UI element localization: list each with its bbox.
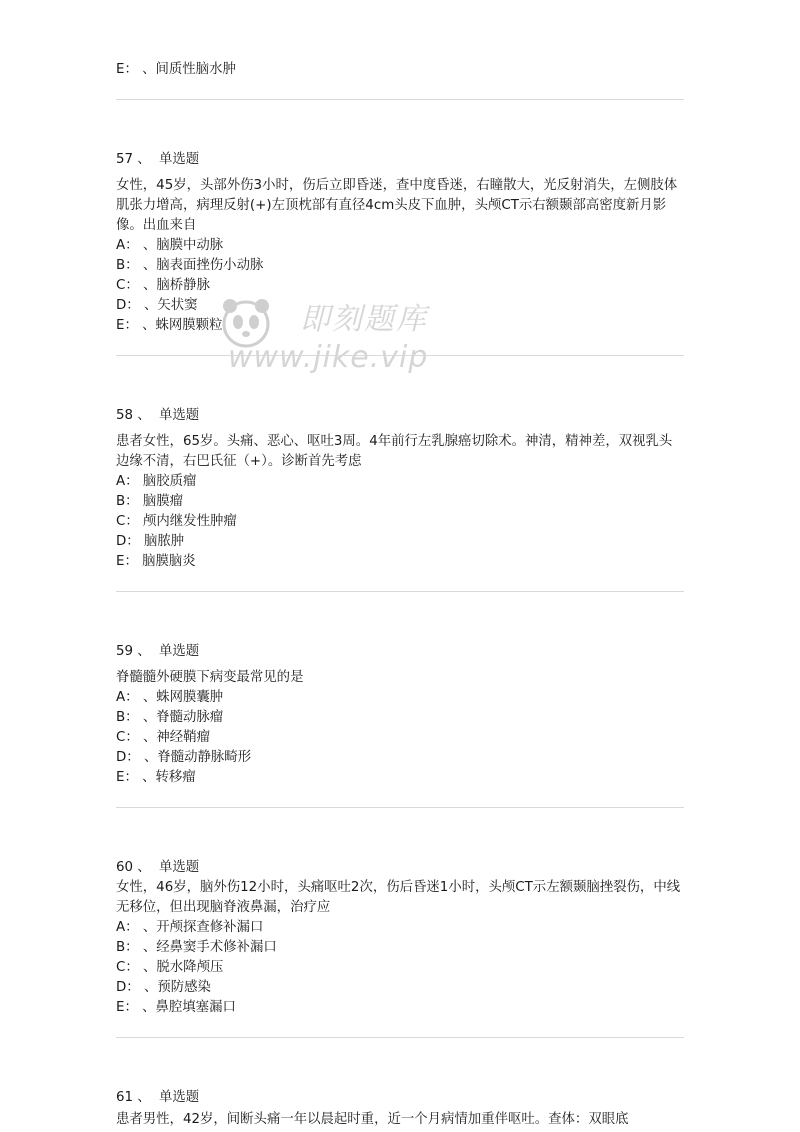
question-59 — [116, 642, 684, 808]
option-d[interactable] — [116, 748, 684, 768]
question-60 — [116, 858, 684, 1038]
option-text: 、脊髓动静脉畸形 — [143, 750, 252, 765]
divider — [116, 1037, 684, 1038]
question-number: 58 、 — [116, 408, 151, 423]
question-type: 单选题 — [158, 860, 200, 875]
option-a[interactable] — [116, 688, 684, 708]
question-number: 60 、 — [116, 860, 151, 875]
option-list — [116, 472, 684, 572]
option-b[interactable] — [116, 492, 684, 512]
option-text: 、间质性脑水肿 — [142, 62, 236, 77]
question-57 — [116, 150, 684, 356]
option-a[interactable] — [116, 236, 684, 256]
question-58 — [116, 406, 684, 592]
option-text: 脑膜脑炎 — [142, 554, 196, 569]
option-text: 脑脓肿 — [143, 534, 185, 549]
option-label: C： — [116, 278, 139, 293]
question-stem: 女性，45岁，头部外伤3小时，伤后立即昏迷，查中度昏迷，右瞳散大，光反射消失，左侧肢体肌张力增高，病理反射(+)左顶枕部有直径4cm头皮下血肿，头颅CT示右额颞部高密度新月影像。出血来自 — [116, 178, 678, 233]
option-text: 、蛛网膜颗粒 — [142, 318, 223, 333]
option-e[interactable] — [116, 552, 684, 572]
watermark-url: www.jike.vip — [228, 340, 429, 375]
option-label: B： — [116, 710, 139, 725]
option-label: B： — [116, 940, 139, 955]
option-text: 、脊髓动脉瘤 — [142, 710, 224, 725]
option-c[interactable] — [116, 958, 684, 978]
question-number: 59 、 — [116, 644, 151, 659]
watermark-brand: 即刻题库 — [300, 302, 428, 337]
option-text: 、神经鞘瘤 — [143, 730, 210, 745]
divider — [116, 591, 684, 592]
option-label: C： — [116, 514, 139, 529]
option-e[interactable] — [116, 316, 684, 336]
option-label: C： — [116, 730, 139, 745]
option-text: 、开颅探查修补漏口 — [142, 920, 264, 935]
option-label: E： — [116, 1000, 138, 1015]
option-b[interactable] — [116, 256, 684, 276]
question-header — [116, 858, 684, 878]
question-stem: 患者女性，65岁。头痛、恶心、呕吐3周。4年前行左乳腺癌切除术。神清，精神差，双视乳头边缘不清，右巴氏征（+）。诊断首先考虑 — [116, 434, 673, 469]
option-text: 、经鼻窦手术修补漏口 — [142, 940, 277, 955]
question-header — [116, 150, 684, 170]
option-a[interactable] — [116, 472, 684, 492]
option-text: 、矢状窦 — [143, 298, 198, 313]
question-stem: 患者男性，42岁，间断头痛一年以晨起时重，近一个月病情加重伴呕吐。查体：双眼底 — [116, 1112, 629, 1127]
option-label: D： — [116, 980, 140, 995]
option-label: D： — [116, 750, 140, 765]
option-label: E： — [116, 554, 138, 569]
option-c[interactable] — [116, 276, 684, 296]
option-label: B： — [116, 258, 139, 273]
option-list — [116, 688, 684, 788]
option-list — [116, 236, 684, 336]
option-d[interactable] — [116, 296, 684, 316]
option-e[interactable] — [116, 998, 684, 1018]
option-label: E： — [116, 318, 138, 333]
option-text: 、脑表面挫伤小动脉 — [142, 258, 264, 273]
option-label: A： — [116, 690, 139, 705]
option-text: 脑胶质瘤 — [142, 474, 197, 489]
option-label: D： — [116, 298, 140, 313]
option-label: A： — [116, 238, 139, 253]
question-type: 单选题 — [158, 644, 200, 659]
option-text: 颅内继发性肿瘤 — [143, 514, 237, 529]
divider — [116, 355, 684, 356]
option-label: B： — [116, 494, 139, 509]
document-page — [116, 60, 684, 1130]
option-c[interactable] — [116, 512, 684, 532]
option-text: 、脑桥静脉 — [143, 278, 210, 293]
question-stem: 女性，46岁，脑外伤12小时，头痛呕吐2次，伤后昏迷1小时，头颅CT示左额颞脑挫裂伤，中线无移位，但出现脑脊液鼻漏，治疗应 — [116, 880, 681, 915]
question-header — [116, 642, 684, 662]
question-header — [116, 406, 684, 426]
option-label: A： — [116, 920, 139, 935]
option-label: A： — [116, 474, 139, 489]
question-number: 61 、 — [116, 1090, 151, 1105]
question-type: 单选题 — [158, 1090, 200, 1105]
question-61 — [116, 1088, 684, 1130]
option-b[interactable] — [116, 938, 684, 958]
option-text: 、脑膜中动脉 — [142, 238, 224, 253]
option-b[interactable] — [116, 708, 684, 728]
option-a[interactable] — [116, 918, 684, 938]
question-type: 单选题 — [158, 152, 200, 167]
option-text: 脑膜瘤 — [142, 494, 184, 509]
option-d[interactable] — [116, 532, 684, 552]
question-number: 57 、 — [116, 152, 151, 167]
option-text: 、转移瘤 — [142, 770, 196, 785]
option-label: E： — [116, 770, 138, 785]
divider — [116, 99, 684, 100]
option-label: C： — [116, 960, 139, 975]
option-label: E： — [116, 62, 138, 77]
divider — [116, 807, 684, 808]
question-stem: 脊髓髓外硬膜下病变最常见的是 — [116, 670, 304, 685]
option-e[interactable] — [116, 768, 684, 788]
option-list — [116, 918, 684, 1018]
option-label: D： — [116, 534, 140, 549]
option-c[interactable] — [116, 728, 684, 748]
option-text: 、预防感染 — [143, 980, 211, 995]
question-header — [116, 1088, 684, 1108]
option-text: 、脱水降颅压 — [143, 960, 224, 975]
question-type: 单选题 — [158, 408, 200, 423]
option-text: 、鼻腔填塞漏口 — [142, 1000, 236, 1015]
option-text: 、蛛网膜囊肿 — [142, 690, 224, 705]
top-option — [116, 60, 684, 80]
option-d[interactable] — [116, 978, 684, 998]
